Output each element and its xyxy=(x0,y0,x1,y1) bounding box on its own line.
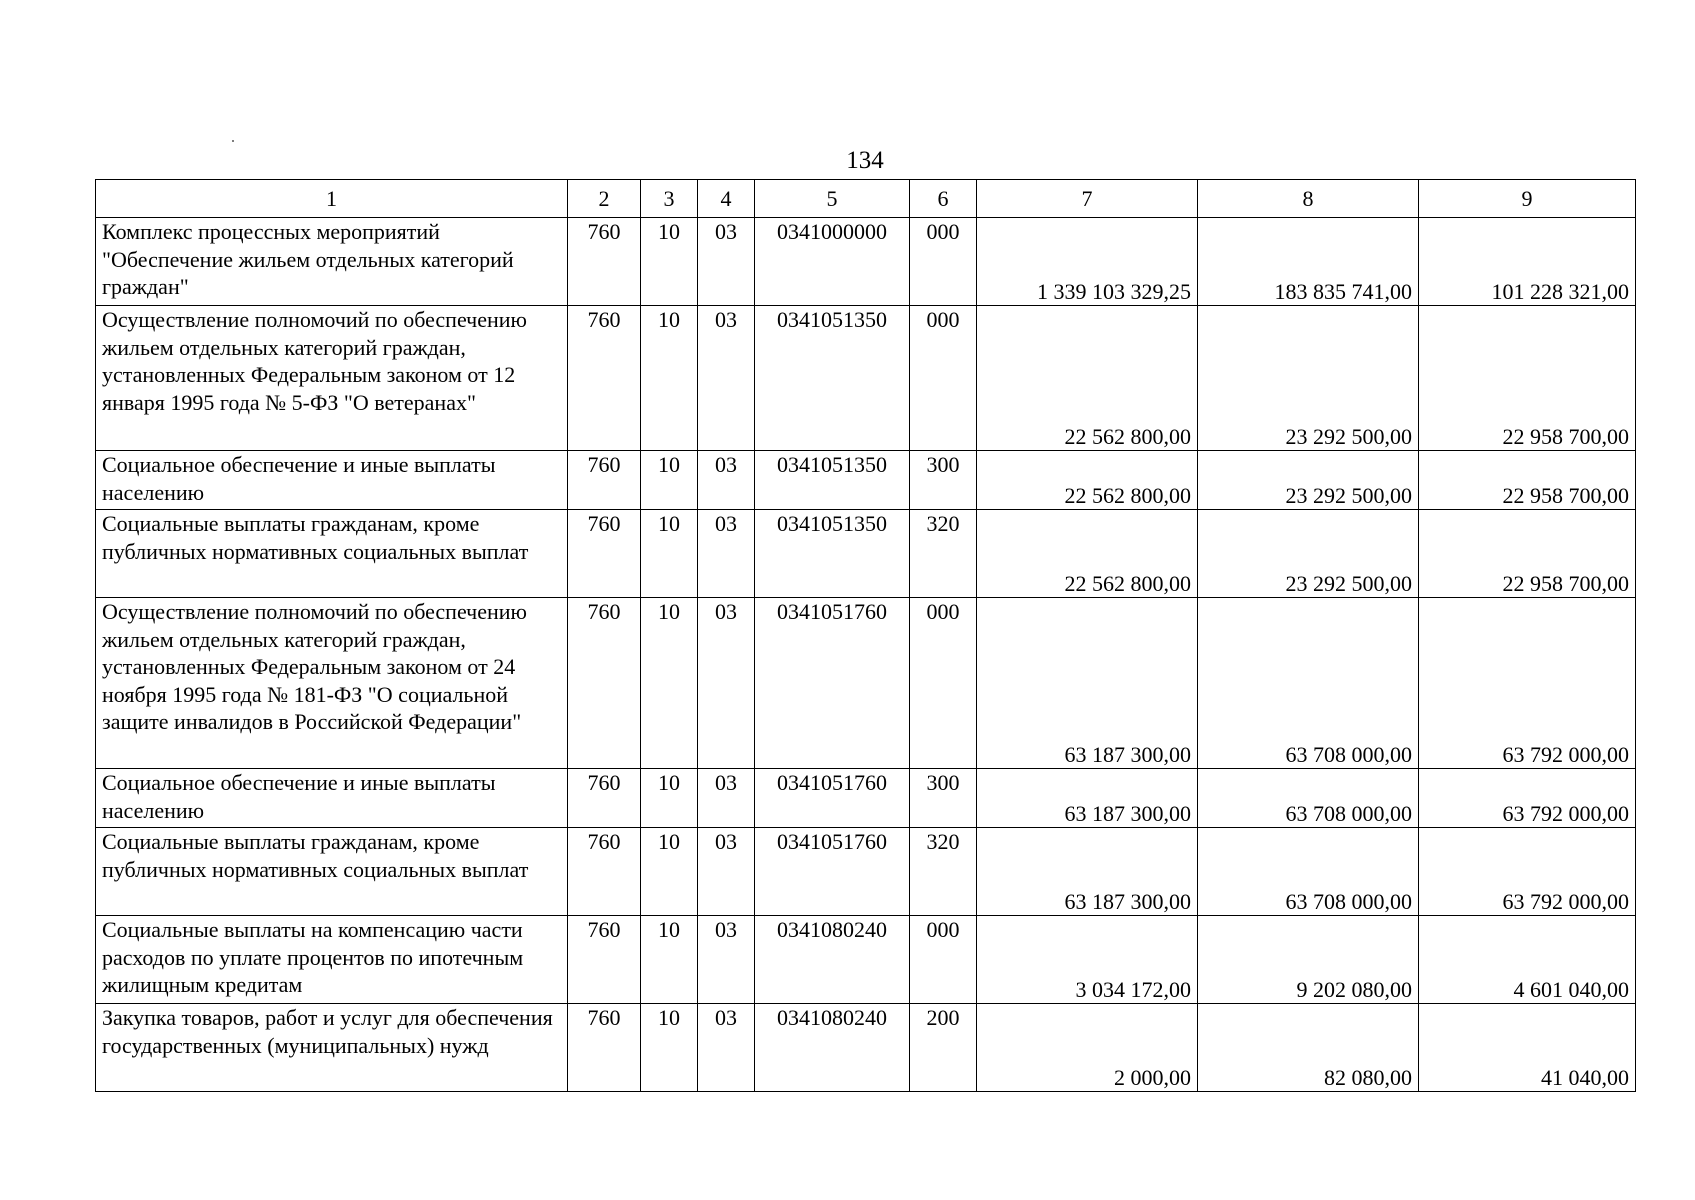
section-code: 10 xyxy=(641,218,698,306)
section-code: 10 xyxy=(641,1004,698,1092)
table-row xyxy=(96,306,1636,451)
amount-col-7: 22 562 800,00 xyxy=(977,510,1198,598)
table-row xyxy=(96,1004,1636,1092)
expense-type-code: 000 xyxy=(910,598,977,769)
target-article-code: 0341051350 xyxy=(755,306,910,451)
column-header: 2 xyxy=(568,180,641,218)
row-description: Социальные выплаты гражданам, кроме публичных нормативных социальных выплат xyxy=(96,828,568,916)
amount-col-9: 101 228 321,00 xyxy=(1419,218,1636,306)
row-description: Комплекс процессных мероприятий "Обеспечение жильем отдельных категорий граждан" xyxy=(96,218,568,306)
column-header: 8 xyxy=(1198,180,1419,218)
amount-col-9: 63 792 000,00 xyxy=(1419,598,1636,769)
amount-col-7: 63 187 300,00 xyxy=(977,769,1198,828)
expense-type-code: 320 xyxy=(910,828,977,916)
header-row xyxy=(96,180,1636,218)
amount-col-7: 63 187 300,00 xyxy=(977,828,1198,916)
target-article-code: 0341080240 xyxy=(755,916,910,1004)
table-row xyxy=(96,769,1636,828)
subsection-code: 03 xyxy=(698,510,755,598)
row-description: Осуществление полномочий по обеспечению жильем отдельных категорий граждан, установленных Федеральным законом от 12 января 1995 года № 5-ФЗ "О ветеранах" xyxy=(96,306,568,451)
amount-col-8: 63 708 000,00 xyxy=(1198,828,1419,916)
amount-col-9: 22 958 700,00 xyxy=(1419,306,1636,451)
section-code: 10 xyxy=(641,598,698,769)
subsection-code: 03 xyxy=(698,306,755,451)
amount-col-8: 63 708 000,00 xyxy=(1198,769,1419,828)
expense-type-code: 200 xyxy=(910,1004,977,1092)
amount-col-7: 3 034 172,00 xyxy=(977,916,1198,1004)
row-description: Осуществление полномочий по обеспечению жильем отдельных категорий граждан, установленных Федеральным законом от 24 ноября 1995 года № 181-ФЗ "О социальной защите инвалидов в Российской Федерации" xyxy=(96,598,568,769)
subsection-code: 03 xyxy=(698,598,755,769)
column-header: 7 xyxy=(977,180,1198,218)
column-header: 3 xyxy=(641,180,698,218)
budget-table xyxy=(95,179,1636,1092)
row-description: Социальное обеспечение и иные выплаты населению xyxy=(96,451,568,510)
amount-col-8: 82 080,00 xyxy=(1198,1004,1419,1092)
dept-code: 760 xyxy=(568,598,641,769)
target-article-code: 0341080240 xyxy=(755,1004,910,1092)
row-description: Социальные выплаты на компенсацию части расходов по уплате процентов по ипотечным жилищным кредитам xyxy=(96,916,568,1004)
target-article-code: 0341051760 xyxy=(755,598,910,769)
expense-type-code: 000 xyxy=(910,306,977,451)
table-row xyxy=(96,510,1636,598)
row-description: Закупка товаров, работ и услуг для обеспечения государственных (муниципальных) нужд xyxy=(96,1004,568,1092)
table-row xyxy=(96,451,1636,510)
expense-type-code: 320 xyxy=(910,510,977,598)
amount-col-7: 22 562 800,00 xyxy=(977,306,1198,451)
section-code: 10 xyxy=(641,306,698,451)
target-article-code: 0341051350 xyxy=(755,451,910,510)
target-article-code: 0341051760 xyxy=(755,828,910,916)
target-article-code: 0341000000 xyxy=(755,218,910,306)
row-description: Социальное обеспечение и иные выплаты населению xyxy=(96,769,568,828)
dept-code: 760 xyxy=(568,510,641,598)
dept-code: 760 xyxy=(568,1004,641,1092)
amount-col-8: 183 835 741,00 xyxy=(1198,218,1419,306)
subsection-code: 03 xyxy=(698,1004,755,1092)
section-code: 10 xyxy=(641,769,698,828)
section-code: 10 xyxy=(641,828,698,916)
amount-col-8: 23 292 500,00 xyxy=(1198,306,1419,451)
table-row xyxy=(96,828,1636,916)
dept-code: 760 xyxy=(568,218,641,306)
table-row xyxy=(96,598,1636,769)
amount-col-7: 1 339 103 329,25 xyxy=(977,218,1198,306)
amount-col-8: 23 292 500,00 xyxy=(1198,510,1419,598)
amount-col-9: 22 958 700,00 xyxy=(1419,451,1636,510)
amount-col-9: 63 792 000,00 xyxy=(1419,769,1636,828)
amount-col-7: 63 187 300,00 xyxy=(977,598,1198,769)
amount-col-9: 41 040,00 xyxy=(1419,1004,1636,1092)
subsection-code: 03 xyxy=(698,451,755,510)
scan-speck xyxy=(232,140,234,142)
section-code: 10 xyxy=(641,510,698,598)
amount-col-8: 9 202 080,00 xyxy=(1198,916,1419,1004)
dept-code: 760 xyxy=(568,916,641,1004)
amount-col-7: 22 562 800,00 xyxy=(977,451,1198,510)
target-article-code: 0341051760 xyxy=(755,769,910,828)
amount-col-9: 4 601 040,00 xyxy=(1419,916,1636,1004)
column-header: 9 xyxy=(1419,180,1636,218)
subsection-code: 03 xyxy=(698,828,755,916)
expense-type-code: 300 xyxy=(910,769,977,828)
amount-col-8: 23 292 500,00 xyxy=(1198,451,1419,510)
dept-code: 760 xyxy=(568,769,641,828)
amount-col-8: 63 708 000,00 xyxy=(1198,598,1419,769)
expense-type-code: 000 xyxy=(910,916,977,1004)
page-number: 134 xyxy=(846,147,884,174)
row-description: Социальные выплаты гражданам, кроме публичных нормативных социальных выплат xyxy=(96,510,568,598)
target-article-code: 0341051350 xyxy=(755,510,910,598)
dept-code: 760 xyxy=(568,306,641,451)
column-header: 6 xyxy=(910,180,977,218)
expense-type-code: 000 xyxy=(910,218,977,306)
amount-col-7: 2 000,00 xyxy=(977,1004,1198,1092)
section-code: 10 xyxy=(641,451,698,510)
amount-col-9: 63 792 000,00 xyxy=(1419,828,1636,916)
table-row xyxy=(96,218,1636,306)
dept-code: 760 xyxy=(568,451,641,510)
amount-col-9: 22 958 700,00 xyxy=(1419,510,1636,598)
column-header: 5 xyxy=(755,180,910,218)
dept-code: 760 xyxy=(568,828,641,916)
section-code: 10 xyxy=(641,916,698,1004)
subsection-code: 03 xyxy=(698,769,755,828)
table-row xyxy=(96,916,1636,1004)
subsection-code: 03 xyxy=(698,218,755,306)
column-header: 1 xyxy=(96,180,568,218)
column-header: 4 xyxy=(698,180,755,218)
subsection-code: 03 xyxy=(698,916,755,1004)
expense-type-code: 300 xyxy=(910,451,977,510)
